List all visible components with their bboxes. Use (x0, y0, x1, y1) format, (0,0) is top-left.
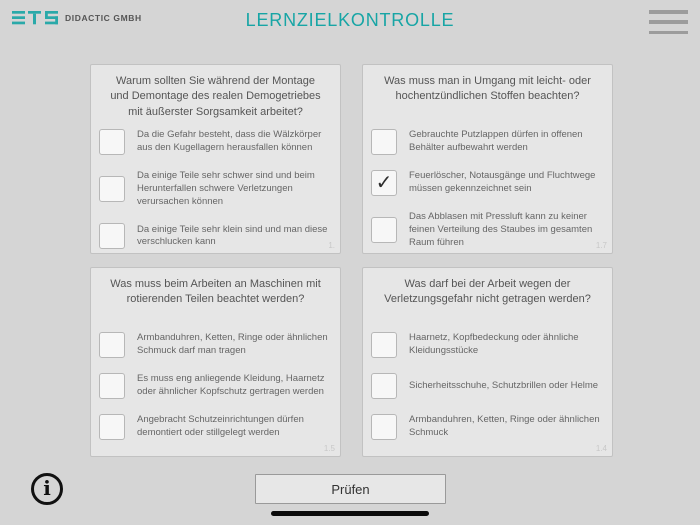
answer-list (363, 326, 612, 440)
answer-label: Da einige Teile sehr schwer sind und beim Herunterfallen schwere Verletzungen verursachen können (137, 170, 315, 207)
answer-label: Gebrauchte Putzlappen dürfen in offenen Behälter aufbewahrt werden (409, 129, 583, 153)
answer-row[interactable] (99, 129, 332, 155)
answer-row[interactable] (371, 414, 604, 440)
checkbox[interactable] (99, 129, 125, 155)
checkbox[interactable] (99, 332, 125, 358)
answer-label: Da einige Teile sehr klein sind und man diese verschlucken kann (137, 223, 328, 248)
question-id: 1.7 (595, 241, 607, 250)
checkbox[interactable] (371, 217, 397, 243)
info-icon: i (43, 476, 51, 500)
answer-row[interactable] (99, 373, 332, 399)
page-title: LERNZIELKONTROLLE (245, 10, 455, 30)
answer-label: Angebracht Schutzeinrichtungen dürfen demontiert oder stillgelegt werden (137, 414, 304, 438)
hamburger-icon (649, 31, 688, 35)
question-id: 1. (328, 241, 335, 250)
checkbox[interactable] (99, 223, 125, 249)
answer-label: Das Abblasen mit Pressluft kann zu keiner feinen Verteilung des Staubes im gesamten Raum führen (409, 211, 593, 248)
home-indicator-bar[interactable] (271, 511, 429, 516)
answer-label: Armbanduhren, Ketten, Ringe oder ähnlichen Schmuck (409, 414, 600, 438)
question-panel-2 (362, 64, 613, 254)
question-text: Was muss man in Umgang mit leicht- oder hochentzündlichen Stoffen beachten? (384, 75, 591, 103)
answer-label: Feuerlöscher, Notausgänge und Fluchtwege müssen gekennzeichnet sein (409, 170, 596, 194)
answer-row[interactable] (371, 170, 604, 196)
question-panel-4 (362, 267, 613, 457)
answer-label: Haarnetz, Kopfbedeckung oder ähnliche Kleidungsstücke (409, 332, 579, 356)
checkbox-checked[interactable]: ✓ (371, 170, 397, 196)
answer-list (91, 123, 340, 249)
question-text: Was muss beim Arbeiten an Maschinen mit rotierenden Teilen beachtet werden? (110, 278, 321, 306)
hamburger-icon (649, 10, 688, 14)
question-id: 1.4 (595, 444, 607, 453)
checkbox[interactable] (99, 176, 125, 202)
answer-row[interactable] (371, 332, 604, 358)
checkbox[interactable] (371, 373, 397, 399)
answer-row[interactable] (99, 332, 332, 358)
answer-row[interactable] (99, 414, 332, 440)
checkbox[interactable] (371, 332, 397, 358)
menu-button[interactable] (649, 9, 689, 35)
answer-label: Es muss eng anliegende Kleidung, Haarnetz oder ähnlicher Kopfschutz gertragen werden (137, 373, 325, 397)
answer-row[interactable] (99, 170, 332, 208)
logo-suffix: DIDACTIC GMBH (65, 13, 142, 23)
checkbox[interactable] (99, 414, 125, 440)
question-panel-1 (90, 64, 341, 254)
checkbox[interactable] (371, 129, 397, 155)
check-button[interactable] (255, 474, 446, 504)
question-panel-3 (90, 267, 341, 457)
answer-label: Sicherheitsschuhe, Schutzbrillen oder Helme (409, 379, 599, 391)
answer-label: Da die Gefahr besteht, dass die Wälzkörper aus den Kugellagern herausfallen können (137, 129, 322, 153)
hamburger-icon (649, 20, 688, 24)
checkbox[interactable] (99, 373, 125, 399)
answer-label: Armbanduhren, Ketten, Ringe oder ähnlichen Schmuck darf man tragen (137, 332, 328, 356)
checkbox[interactable] (371, 414, 397, 440)
question-text: Warum sollten Sie während der Montage und Demontage des realen Demogetriebes mit äußerster Sorgsamkeit arbeitet? (110, 75, 321, 118)
question-text: Was darf bei der Arbeit wegen der Verletzungsgefahr nicht getragen werden? (384, 278, 591, 306)
answer-row[interactable] (371, 211, 604, 249)
answer-row[interactable] (371, 373, 604, 399)
question-id: 1.5 (323, 444, 335, 453)
check-button-label: Prüfen (331, 481, 370, 497)
info-button[interactable] (31, 473, 63, 505)
answer-list (91, 326, 340, 440)
answer-row[interactable] (371, 129, 604, 155)
answer-list (363, 123, 612, 249)
answer-row[interactable] (99, 223, 332, 249)
